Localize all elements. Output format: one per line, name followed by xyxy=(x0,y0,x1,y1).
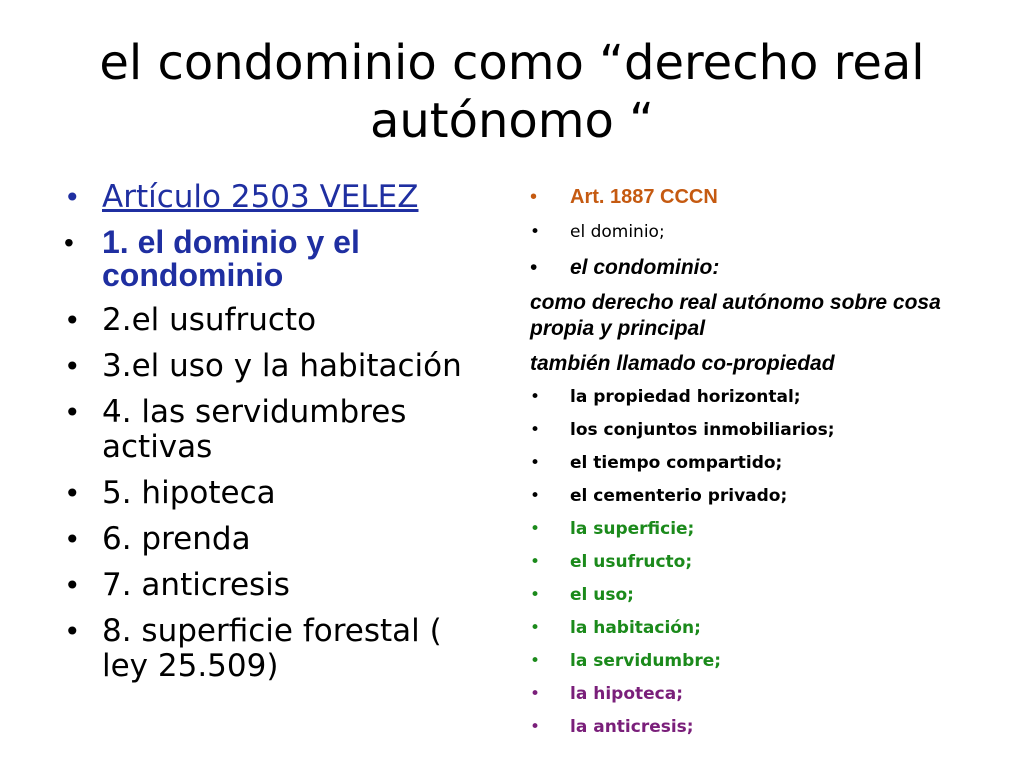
list-item-articulo-link[interactable]: • Artículo 2503 VELEZ xyxy=(64,179,419,215)
bullet-icon: • xyxy=(64,523,81,556)
bullet-icon: • xyxy=(64,396,81,429)
list-item: • 6. prenda xyxy=(64,521,251,557)
list-item: • la servidumbre; xyxy=(530,651,722,671)
paragraph-co-propiedad: también llamado co-propiedad xyxy=(530,352,835,375)
list-item: • 3.el uso y la habitación xyxy=(64,348,462,384)
list-item: • la superficie; xyxy=(530,519,695,539)
list-item: • 1. el dominio y el condominio xyxy=(64,224,360,293)
bullet-icon: • xyxy=(530,486,541,506)
bullet-icon: • xyxy=(64,350,81,383)
bullet-icon: • xyxy=(530,684,541,704)
list-item: • la propiedad horizontal; xyxy=(530,387,801,407)
list-item: • el cementerio privado; xyxy=(530,486,788,506)
list-item: • 2.el usufructo xyxy=(64,302,317,338)
list-item: • el dominio; xyxy=(530,222,665,242)
list-item: • los conjuntos inmobiliarios; xyxy=(530,420,835,440)
bullet-icon: • xyxy=(64,477,81,510)
bullet-icon: • xyxy=(530,186,538,208)
paragraph-derecho-real: como derecho real autónomo sobre cosa propia y principal xyxy=(530,291,941,340)
bullet-icon: • xyxy=(530,256,538,279)
bullet-icon: • xyxy=(64,304,81,337)
bullet-icon: • xyxy=(530,420,541,440)
list-item: • 8. superficie forestal ( ley 25.509) xyxy=(64,613,442,684)
bullet-icon: • xyxy=(64,227,74,258)
right-column xyxy=(530,186,1000,749)
bullet-icon: • xyxy=(530,519,541,539)
left-list xyxy=(60,180,480,684)
list-item: • el usufructo; xyxy=(530,552,693,572)
bullet-icon: • xyxy=(530,387,541,407)
list-item: • 5. hipoteca xyxy=(64,475,276,511)
list-item: • 4. las servidumbres activas xyxy=(64,394,407,465)
list-heading: • Art. 1887 CCCN xyxy=(530,186,718,208)
list-item: • la anticresis; xyxy=(530,717,694,737)
bullet-icon: • xyxy=(530,717,541,737)
bullet-icon: • xyxy=(530,453,541,473)
list-item: • el tiempo compartido; xyxy=(530,453,783,473)
bullet-icon: • xyxy=(64,569,81,602)
bullet-icon: • xyxy=(530,651,541,671)
list-item: • la habitación; xyxy=(530,618,701,638)
list-item: • 7. anticresis xyxy=(64,567,290,603)
right-list-top xyxy=(530,186,1000,279)
list-item: • el uso; xyxy=(530,585,634,605)
list-item: • el condominio: xyxy=(530,256,720,279)
bullet-icon: • xyxy=(530,585,541,605)
bullet-icon: • xyxy=(64,615,81,648)
bullet-icon: • xyxy=(530,552,541,572)
bullet-icon: • xyxy=(530,618,541,638)
bullet-icon: • xyxy=(530,222,541,242)
list-item: • la hipoteca; xyxy=(530,684,683,704)
left-column xyxy=(60,180,480,695)
slide-title: el condominio como “derecho real autónomo “ xyxy=(99,35,925,149)
bullet-icon: • xyxy=(64,181,81,214)
right-list-bottom xyxy=(530,386,1000,738)
